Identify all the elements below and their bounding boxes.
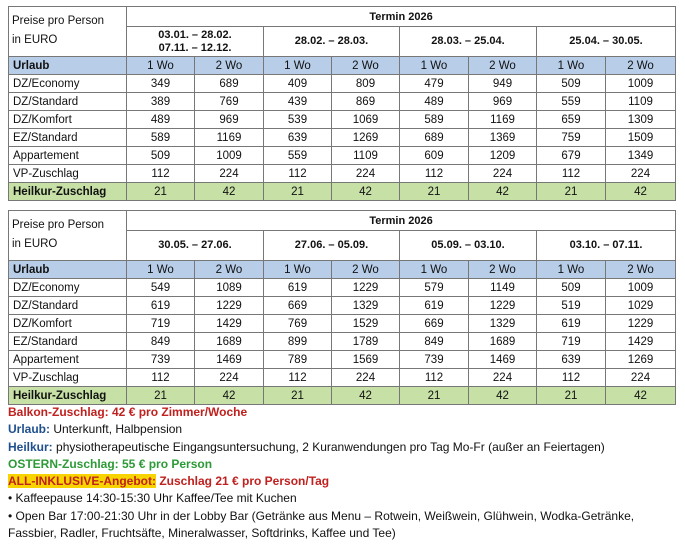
period-line: 07.11. – 12.12. <box>158 41 232 54</box>
heilkur-row <box>9 387 676 405</box>
price-cell: 112 <box>264 369 332 387</box>
heilkur-cell: 42 <box>606 183 676 201</box>
price-cell: 224 <box>469 165 537 183</box>
price-cell: 689 <box>195 75 264 93</box>
table-row <box>9 333 676 351</box>
heilkur-cell: 42 <box>469 387 537 405</box>
price-cell: 619 <box>127 297 195 315</box>
price-cell: 1109 <box>606 93 676 111</box>
bullet-coffee: • Kaffeepause 14:30-15:30 Uhr Kaffee/Tee mit Kuchen <box>8 491 297 506</box>
period-header <box>127 231 264 261</box>
price-cell: 609 <box>400 147 469 165</box>
urlaub-label: Urlaub <box>9 57 127 75</box>
period-header <box>127 27 264 57</box>
price-cell: 1149 <box>469 279 537 297</box>
table-row <box>9 297 676 315</box>
price-cell: 1329 <box>469 315 537 333</box>
price-cell: 224 <box>195 165 264 183</box>
week1-header: 1 Wo <box>400 57 469 75</box>
table-row <box>9 111 676 129</box>
room-type-label: DZ/Economy <box>9 279 127 297</box>
heilkur-cell: 42 <box>606 387 676 405</box>
price-cell: 489 <box>400 93 469 111</box>
price-table-2 <box>8 210 676 405</box>
price-cell: 224 <box>332 165 400 183</box>
period-line: 30.05. – 27.06. <box>158 239 232 251</box>
all-inclusive-note: ALL-INKLUSIVE-Angebot: Zuschlag 21 € pro Person/Tag <box>8 474 330 489</box>
price-cell: 769 <box>264 315 332 333</box>
corner-line: Preise pro Person <box>12 15 105 27</box>
price-cell: 589 <box>400 111 469 129</box>
price-cell: 1069 <box>332 111 400 129</box>
price-cell: 669 <box>264 297 332 315</box>
price-cell: 1349 <box>606 147 676 165</box>
price-cell: 112 <box>400 369 469 387</box>
price-cell: 669 <box>400 315 469 333</box>
period-line: 28.03. – 25.04. <box>431 35 505 47</box>
price-cell: 1029 <box>606 297 676 315</box>
heilkur-cell: 21 <box>127 183 195 201</box>
urlaub-header-row <box>9 261 676 279</box>
price-cell: 1329 <box>332 297 400 315</box>
price-cell: 1469 <box>195 351 264 369</box>
period-line: 05.09. – 03.10. <box>431 239 505 251</box>
period-line: 27.06. – 05.09. <box>294 239 369 251</box>
price-cell: 489 <box>127 111 195 129</box>
price-cell: 112 <box>537 165 606 183</box>
corner-label <box>9 7 127 57</box>
price-cell: 1789 <box>332 333 400 351</box>
price-cell: 759 <box>537 129 606 147</box>
price-cell: 559 <box>264 147 332 165</box>
table-row <box>9 147 676 165</box>
room-type-label: DZ/Standard <box>9 297 127 315</box>
balkon-note: Balkon-Zuschlag: 42 € pro Zimmer/Woche <box>8 405 248 419</box>
price-cell: 509 <box>537 279 606 297</box>
price-cell: 439 <box>264 93 332 111</box>
week2-header: 2 Wo <box>332 57 400 75</box>
table-row <box>9 369 676 387</box>
price-cell: 1429 <box>195 315 264 333</box>
price-cell: 619 <box>537 315 606 333</box>
termin-row <box>9 7 676 27</box>
urlaub-header-row <box>9 57 676 75</box>
table-row <box>9 75 676 93</box>
heilkur-cell: 42 <box>332 387 400 405</box>
heilkur-cell: 21 <box>264 183 332 201</box>
price-cell: 409 <box>264 75 332 93</box>
price-cell: 1269 <box>332 129 400 147</box>
price-cell: 719 <box>537 333 606 351</box>
week1-header: 1 Wo <box>537 57 606 75</box>
heilkur-cell: 21 <box>537 387 606 405</box>
week1-header: 1 Wo <box>127 261 195 279</box>
corner-line: in EURO <box>12 238 58 250</box>
heilkur-note: Heilkur: physiotherapeutische Eingangsuntersuchung, 2 Kuranwendungen pro Tag Mo-Fr (außer an Feiertagen) <box>8 439 605 454</box>
price-cell: 224 <box>469 369 537 387</box>
price-table-1 <box>8 6 676 201</box>
period-header <box>264 231 400 261</box>
week1-header: 1 Wo <box>400 261 469 279</box>
price-cell: 969 <box>195 111 264 129</box>
week1-header: 1 Wo <box>264 261 332 279</box>
price-cell: 1009 <box>606 75 676 93</box>
period-line: 03.10. – 07.11. <box>569 239 643 251</box>
heilkur-label: Heilkur-Zuschlag <box>9 387 127 405</box>
price-cell: 539 <box>264 111 332 129</box>
week2-header: 2 Wo <box>606 261 676 279</box>
heilkur-cell: 42 <box>332 183 400 201</box>
price-cell: 519 <box>537 297 606 315</box>
price-cell: 549 <box>127 279 195 297</box>
price-cell: 739 <box>400 351 469 369</box>
price-cell: 1229 <box>469 297 537 315</box>
price-cell: 949 <box>469 75 537 93</box>
price-cell: 1689 <box>469 333 537 351</box>
corner-line: Preise pro Person <box>12 219 105 231</box>
price-cell: 899 <box>264 333 332 351</box>
room-type-label: VP-Zuschlag <box>9 165 127 183</box>
table-row <box>9 351 676 369</box>
heilkur-cell: 21 <box>264 387 332 405</box>
table-row <box>9 129 676 147</box>
price-cell: 619 <box>400 297 469 315</box>
bullet-open-bar: • Open Bar 17:00-21:30 Uhr in der Lobby Bar (Getränke aus Menu – Rotwein, Weißwein, Glühwein, Wodka-Getränke, Fassbier, Radler, Fruchtsäfte, Mineralwasser, Softdrinks, Kaffee und Tee) <box>8 508 635 541</box>
price-cell: 224 <box>606 369 676 387</box>
price-cell: 112 <box>127 165 195 183</box>
room-type-label: EZ/Standard <box>9 129 127 147</box>
room-type-label: EZ/Standard <box>9 333 127 351</box>
price-cell: 1469 <box>469 351 537 369</box>
price-cell: 1169 <box>195 129 264 147</box>
table-row <box>9 165 676 183</box>
room-type-label: DZ/Komfort <box>9 111 127 129</box>
week2-header: 2 Wo <box>195 57 264 75</box>
price-cell: 1369 <box>469 129 537 147</box>
price-cell: 1269 <box>606 351 676 369</box>
price-cell: 1569 <box>332 351 400 369</box>
price-cell: 1229 <box>195 297 264 315</box>
room-type-label: Appartement <box>9 147 127 165</box>
period-header <box>400 27 537 57</box>
price-cell: 809 <box>332 75 400 93</box>
price-cell: 869 <box>332 93 400 111</box>
price-cell: 389 <box>127 93 195 111</box>
week2-header: 2 Wo <box>332 261 400 279</box>
price-cell: 1009 <box>606 279 676 297</box>
termin-row <box>9 211 676 231</box>
price-cell: 1229 <box>606 315 676 333</box>
heilkur-cell: 21 <box>127 387 195 405</box>
urlaub-note: Urlaub: Unterkunft, Halbpension <box>8 422 183 437</box>
price-cell: 1429 <box>606 333 676 351</box>
week1-header: 1 Wo <box>264 57 332 75</box>
price-cell: 112 <box>400 165 469 183</box>
price-cell: 224 <box>606 165 676 183</box>
price-cell: 719 <box>127 315 195 333</box>
heilkur-cell: 21 <box>537 183 606 201</box>
corner-line: in EURO <box>12 34 58 46</box>
heilkur-cell: 21 <box>400 387 469 405</box>
price-cell: 509 <box>537 75 606 93</box>
room-type-label: DZ/Standard <box>9 93 127 111</box>
period-line: 28.02. – 28.03. <box>294 35 369 47</box>
price-cell: 639 <box>264 129 332 147</box>
price-cell: 689 <box>400 129 469 147</box>
price-cell: 739 <box>127 351 195 369</box>
price-cell: 679 <box>537 147 606 165</box>
price-cell: 1309 <box>606 111 676 129</box>
price-cell: 849 <box>127 333 195 351</box>
room-type-label: Appartement <box>9 351 127 369</box>
table-row <box>9 279 676 297</box>
room-type-label: DZ/Economy <box>9 75 127 93</box>
price-cell: 224 <box>332 369 400 387</box>
price-cell: 1689 <box>195 333 264 351</box>
price-cell: 559 <box>537 93 606 111</box>
week2-header: 2 Wo <box>469 261 537 279</box>
urlaub-label: Urlaub <box>9 261 127 279</box>
table-row <box>9 315 676 333</box>
notes-section <box>8 404 678 542</box>
week1-header: 1 Wo <box>127 57 195 75</box>
price-cell: 112 <box>264 165 332 183</box>
price-cell: 112 <box>127 369 195 387</box>
price-cell: 659 <box>537 111 606 129</box>
heilkur-cell: 42 <box>469 183 537 201</box>
period-header <box>537 27 676 57</box>
price-cell: 1509 <box>606 129 676 147</box>
week2-header: 2 Wo <box>195 261 264 279</box>
price-cell: 789 <box>264 351 332 369</box>
week1-header: 1 Wo <box>537 261 606 279</box>
period-header <box>400 231 537 261</box>
price-cell: 1009 <box>195 147 264 165</box>
price-cell: 589 <box>127 129 195 147</box>
price-cell: 1109 <box>332 147 400 165</box>
period-line: 25.04. – 30.05. <box>569 35 643 47</box>
price-cell: 1229 <box>332 279 400 297</box>
period-line: 03.01. – 28.02. <box>158 28 232 41</box>
price-cell: 619 <box>264 279 332 297</box>
room-type-label: VP-Zuschlag <box>9 369 127 387</box>
price-cell: 769 <box>195 93 264 111</box>
price-cell: 969 <box>469 93 537 111</box>
room-type-label: DZ/Komfort <box>9 315 127 333</box>
table-row <box>9 93 676 111</box>
price-cell: 224 <box>195 369 264 387</box>
heilkur-cell: 42 <box>195 183 264 201</box>
week2-header: 2 Wo <box>469 57 537 75</box>
price-cell: 479 <box>400 75 469 93</box>
period-header <box>264 27 400 57</box>
week2-header: 2 Wo <box>606 57 676 75</box>
price-cell: 849 <box>400 333 469 351</box>
heilkur-row <box>9 183 676 201</box>
termin-header: Termin 2026 <box>127 211 676 231</box>
price-cell: 112 <box>537 369 606 387</box>
heilkur-cell: 42 <box>195 387 264 405</box>
ostern-note: OSTERN-Zuschlag: 55 € pro Person <box>8 456 213 471</box>
price-cell: 1209 <box>469 147 537 165</box>
price-cell: 509 <box>127 147 195 165</box>
heilkur-cell: 21 <box>400 183 469 201</box>
termin-header: Termin 2026 <box>127 7 676 27</box>
period-header <box>537 231 676 261</box>
price-cell: 639 <box>537 351 606 369</box>
corner-label <box>9 211 127 261</box>
heilkur-label: Heilkur-Zuschlag <box>9 183 127 201</box>
price-cell: 1529 <box>332 315 400 333</box>
price-cell: 1089 <box>195 279 264 297</box>
price-cell: 1169 <box>469 111 537 129</box>
price-cell: 579 <box>400 279 469 297</box>
price-cell: 349 <box>127 75 195 93</box>
